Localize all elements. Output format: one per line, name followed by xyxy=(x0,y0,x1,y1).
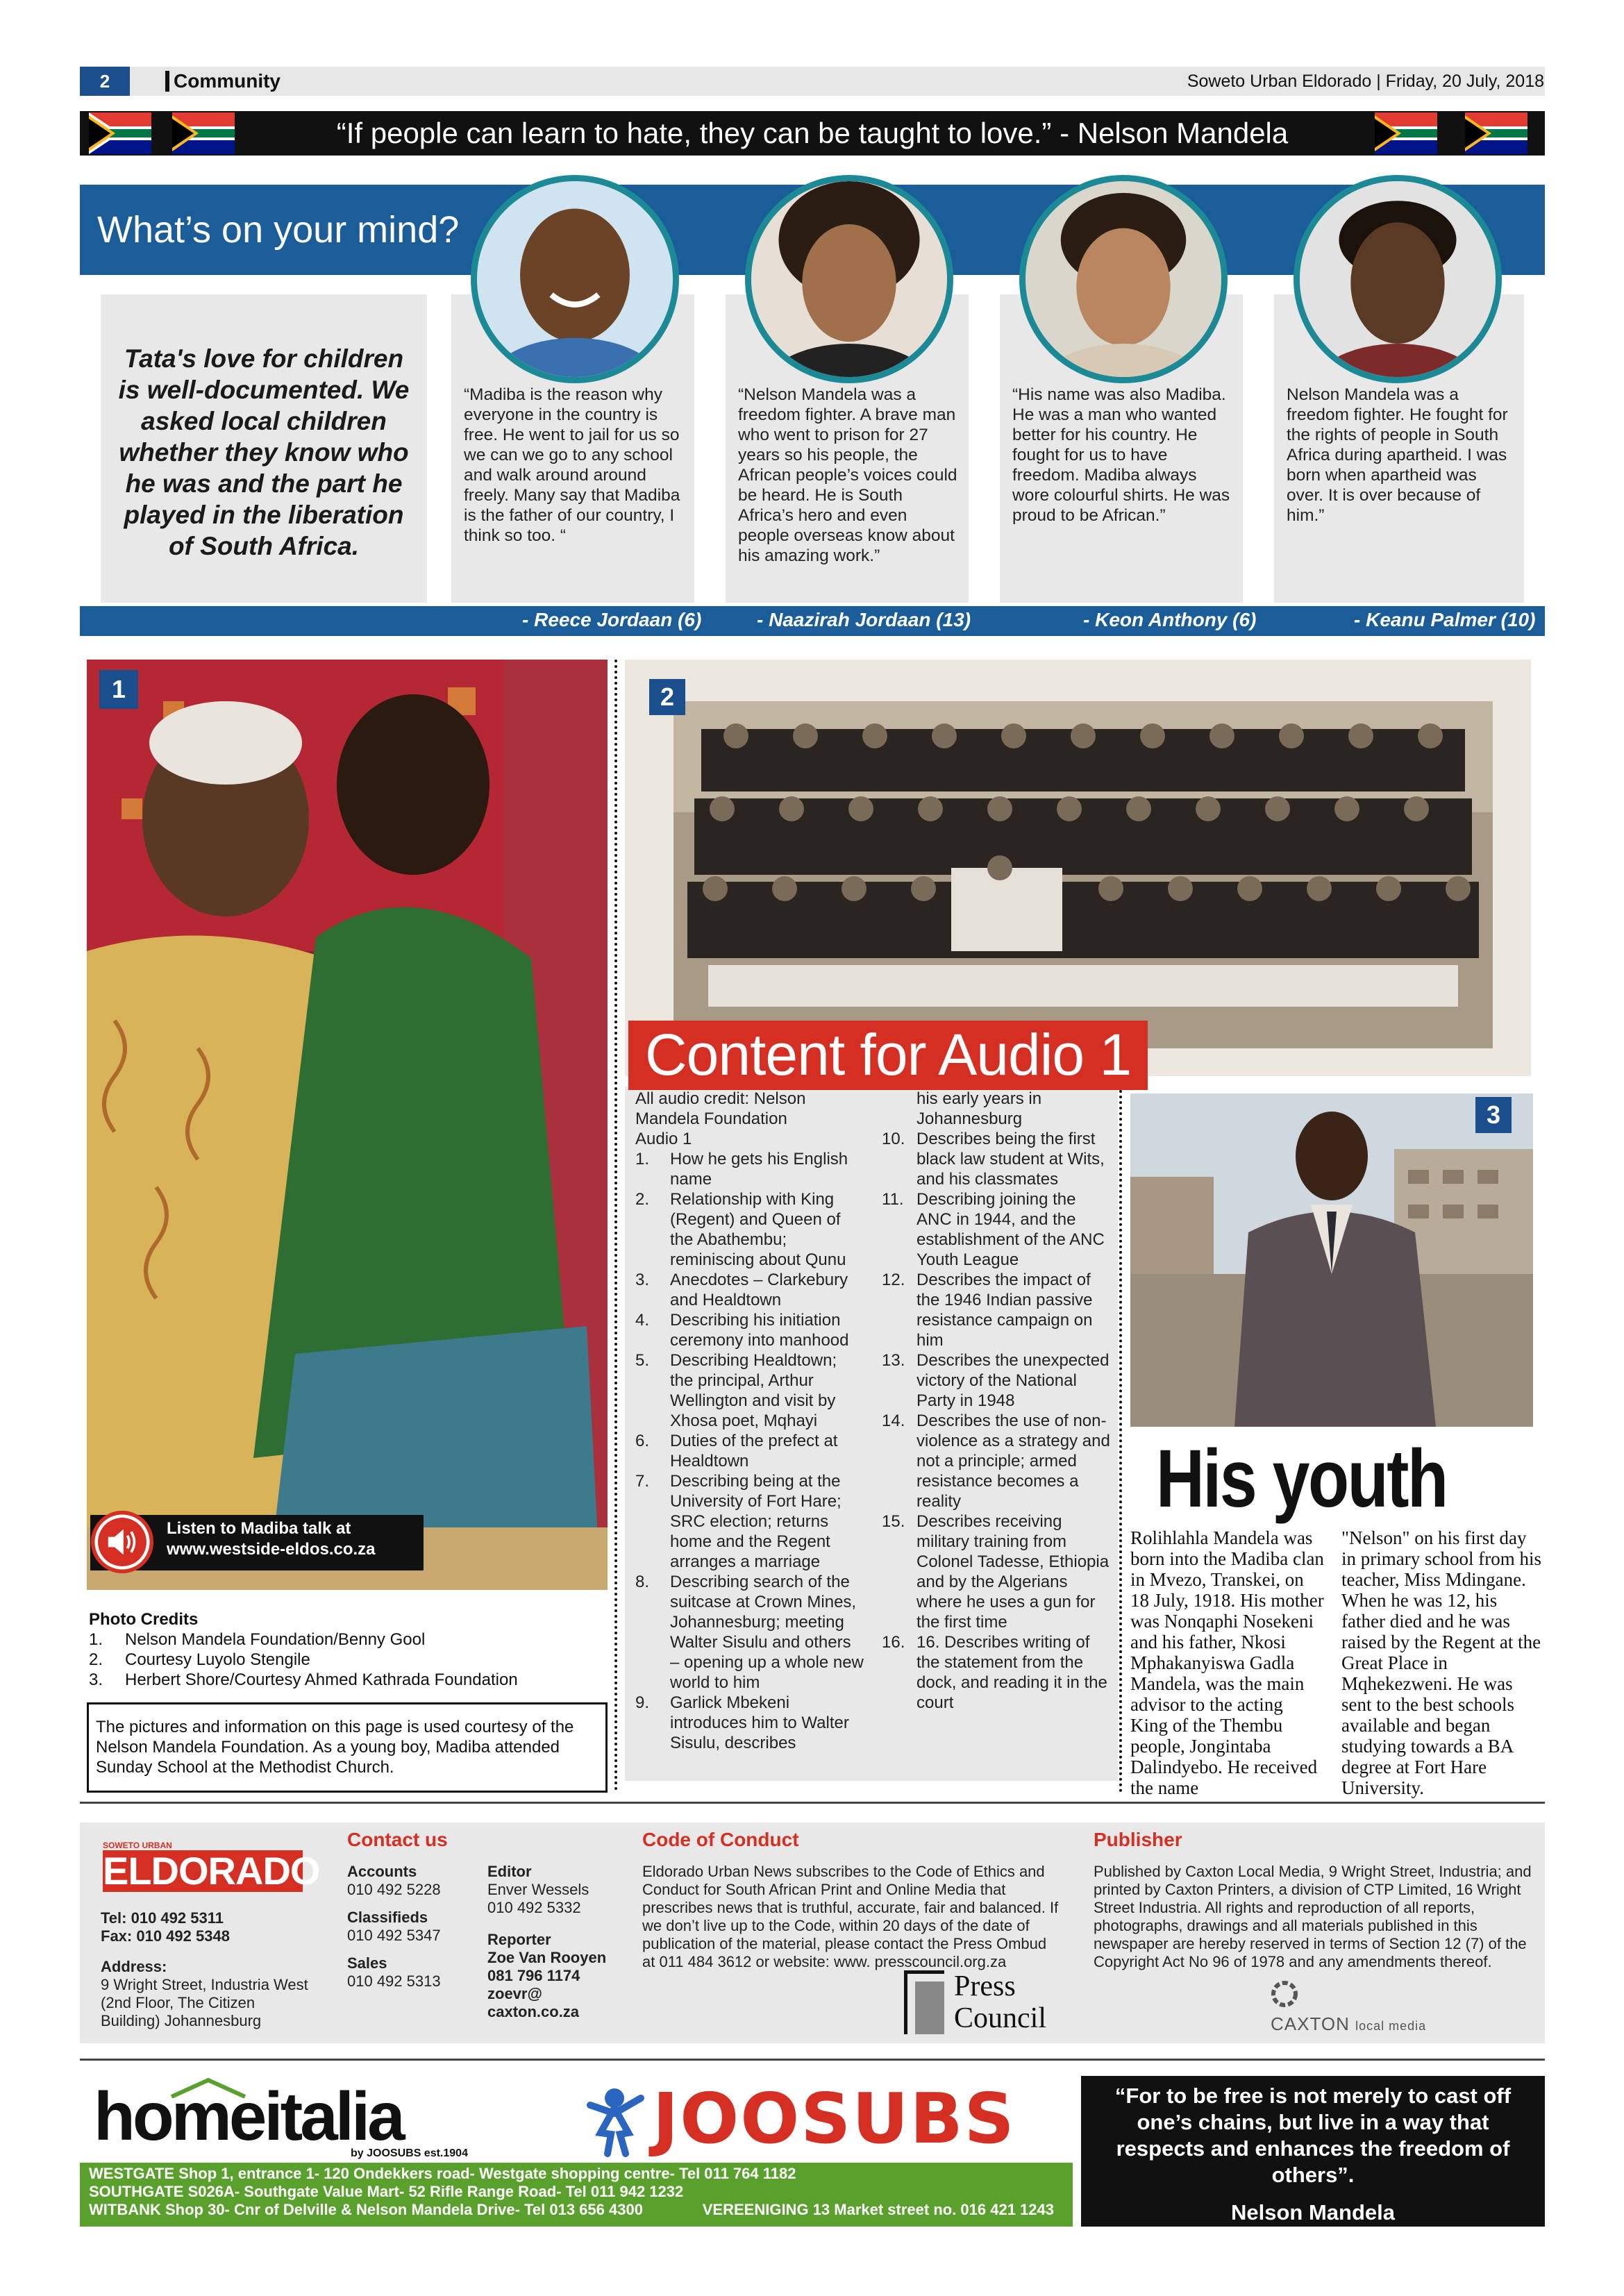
fax: Fax: 010 492 5348 xyxy=(101,1927,230,1945)
audio-item xyxy=(882,1270,1114,1350)
header-quote: “If people can learn to hate, they can be taught to love.” - Nelson Mandela xyxy=(336,117,1289,149)
address-line: SOUTHGATE S026A- Southgate Value Mart- 52 Rifle Range Road- Tel 011 942 1232 xyxy=(89,2183,684,2200)
closing-quote-author: Nelson Mandela xyxy=(1231,2200,1395,2224)
mascot-icon xyxy=(580,2084,649,2157)
classifieds-number: 010 492 5347 xyxy=(347,1927,441,1944)
reporter: Zoe Van Rooyen 081 796 1174 zoevr@ caxton.co.za xyxy=(487,1949,607,2020)
credit-number: 1. xyxy=(89,1630,103,1649)
contact-numbers xyxy=(101,1909,309,1945)
accounts-label: Accounts xyxy=(347,1863,417,1880)
credit-text: Courtesy Luyolo Stengile xyxy=(125,1650,310,1669)
item-number: 2. xyxy=(635,1190,650,1209)
caxton-name: CAXTON xyxy=(1271,2013,1350,2034)
item-number: 15. xyxy=(882,1512,905,1531)
audio-credit: All audio credit: Nelson Mandela Foundation xyxy=(635,1089,806,1128)
child-quote: “His name was also Madiba. He was a man who wanted better for his country. He fought for us to have freedom. Madiba always wore colourful shirts. He was proud to be African.” xyxy=(1000,294,1243,605)
item-text: Describes being the first black law student at Wits, and his classmates xyxy=(916,1130,1105,1189)
audio-item xyxy=(635,1572,864,1693)
editor-label: Editor xyxy=(487,1863,532,1880)
council-word: Council xyxy=(954,2002,1046,2034)
audio-item xyxy=(882,1350,1114,1411)
credit-number: 2. xyxy=(89,1650,103,1669)
classifieds-label: Classifieds xyxy=(347,1909,428,1926)
press-word: Press xyxy=(954,1970,1016,2002)
item-number: 6. xyxy=(635,1432,650,1450)
address-block xyxy=(101,1958,316,2030)
child-portrait xyxy=(745,175,953,383)
south-africa-flag-icon xyxy=(165,112,242,154)
item-text: Garlick Mbekeni introduces him to Walter Sisulu, describes xyxy=(670,1693,849,1752)
item-number: 1. xyxy=(635,1150,650,1168)
audio-item xyxy=(882,1632,1114,1713)
credit-item xyxy=(89,1629,518,1650)
item-number: 16. xyxy=(882,1633,905,1652)
youth-column-1: Rolihlahla Mandela was born into the Madiba clan in Mvezo, Transkei, on 18 July, 1918. His mother was Nonqaphi Nosekeni and his father, Nkosi Mphakanyiswa Gadla Mandela, was the main advisor to the acting King of the Thembu people, Jongintaba Dalindyebo. He received the name xyxy=(1130,1527,1324,1798)
address-text: VEREENIGING 13 Market street no. 016 421 1243 xyxy=(702,2201,1054,2218)
footer-rule xyxy=(80,2059,1545,2061)
audio-subtitle: Audio 1 xyxy=(635,1130,692,1148)
closing-quote: “For to be free is not merely to cast off one’s chains, but live in a way that respects and enhances the freedom of others”. xyxy=(1114,2084,1512,2187)
audio-title: Content for Audio 1 xyxy=(628,1021,1148,1090)
child-name: - Keanu Palmer (10) xyxy=(1354,609,1536,630)
item-number: 8. xyxy=(635,1573,650,1591)
section-marker xyxy=(165,71,169,92)
item-number: 4. xyxy=(635,1311,650,1330)
staff-block xyxy=(487,1863,612,2021)
child-portrait xyxy=(1294,175,1502,383)
credit-text: Herbert Shore/Courtesy Ahmed Kathrada Foundation xyxy=(125,1670,518,1689)
mind-intro: Tata's love for children is well-documented. We asked local children whether they know who he was and the part he played in the liberation of South Africa. xyxy=(101,294,427,605)
address-line xyxy=(89,2201,1068,2219)
address: 9 Wright Street, Industria West (2nd Floor, The Citizen Building) Johannesburg xyxy=(101,1976,308,2029)
credits-title: Photo Credits xyxy=(89,1610,199,1629)
item-number: 10. xyxy=(882,1130,905,1148)
audio-list-right xyxy=(882,1089,1114,1713)
sales-number: 010 492 5313 xyxy=(347,1972,441,1990)
item-text: Describes the use of non-violence as a strategy and not a principle; armed resistance becomes a reality xyxy=(916,1411,1110,1511)
photo-number-badge: 3 xyxy=(1475,1097,1512,1133)
item-text: Describes receiving military training from Colonel Tadesse, Ethiopia and by the Algerians where he uses a gun for the first time xyxy=(916,1512,1110,1632)
audio-item xyxy=(882,1411,1114,1511)
item-text: Describes the impact of the 1946 Indian passive resistance campaign on him xyxy=(916,1271,1093,1350)
item-text: Describing being at the University of Fort Hare; SRC election; returns home and the Regent arranges a marriage xyxy=(670,1472,842,1571)
photo-school-group xyxy=(625,660,1531,1076)
audio-item xyxy=(635,1189,864,1270)
publication-info: Soweto Urban Eldorado | Friday, 20 July, 2018 xyxy=(1187,72,1544,91)
listen-text[interactable]: Listen to Madiba talk at www.westside-eldos.co.za xyxy=(167,1519,376,1559)
press-council-logo xyxy=(904,1970,1064,2036)
south-africa-flag-icon xyxy=(82,112,158,154)
column-divider xyxy=(1119,1090,1122,1793)
audio-item xyxy=(635,1471,864,1572)
child-quote: “Nelson Mandela was a freedom fighter. A brave man who went to prison for 27 years so his people, the African people’s voices could be heard. He is South Africa’s hero and even people overseas know about his amazing work.” xyxy=(726,294,969,605)
press-council-text xyxy=(954,1970,1046,2034)
caxton-logo xyxy=(1271,2013,1426,2035)
editor: Enver Wessels 010 492 5332 xyxy=(487,1881,589,1916)
audio-item xyxy=(635,1270,864,1310)
tel: Tel: 010 492 5311 xyxy=(101,1909,224,1927)
item-text: How he gets his English name xyxy=(670,1150,848,1189)
audio-item xyxy=(882,1511,1114,1632)
credit-number: 3. xyxy=(89,1670,103,1689)
child-name: - Keon Anthony (6) xyxy=(1083,609,1257,630)
photo-credits xyxy=(89,1609,518,1690)
homeitalia-logo[interactable]: homeitalia xyxy=(94,2078,403,2154)
youth-title: His youth xyxy=(1156,1433,1447,1525)
column-divider xyxy=(614,660,617,1791)
item-text: Duties of the prefect at Healdtown xyxy=(670,1432,838,1470)
south-africa-flag-icon xyxy=(1458,112,1534,154)
item-text: Describing his initiation ceremony into manhood xyxy=(670,1311,849,1350)
courtesy-note: The pictures and information on this page is used courtesy of the Nelson Mandela Foundation. As a young boy, Madiba attended Sunday School at the Methodist Church. xyxy=(87,1702,608,1793)
photo-number-badge: 2 xyxy=(649,679,685,715)
item-number: 12. xyxy=(882,1271,905,1289)
contact-title: Contact us xyxy=(347,1829,448,1850)
caxton-icon xyxy=(1271,1980,1298,2008)
audio-item xyxy=(882,1129,1114,1189)
item-text: 16. Describes writing of the statement from the dock, and reading it in the court xyxy=(916,1633,1107,1712)
code-title: Code of Conduct xyxy=(642,1829,799,1850)
audio-item xyxy=(635,1350,864,1431)
homeitalia-by: by JOOSUBS est.1904 xyxy=(351,2147,468,2159)
item-number: 5. xyxy=(635,1351,650,1370)
child-portrait xyxy=(1019,175,1228,383)
contact-block xyxy=(347,1863,479,1991)
audio-continued: his early years in Johannesburg xyxy=(916,1089,1042,1128)
south-africa-flag-icon xyxy=(1368,112,1444,154)
item-text: Anecdotes – Clarkebury and Healdtown xyxy=(670,1271,848,1309)
item-number: 13. xyxy=(882,1351,905,1370)
item-text: Describes the unexpected victory of the National Party in 1948 xyxy=(916,1351,1110,1410)
photo-number-badge: 1 xyxy=(99,670,138,709)
advert-addresses xyxy=(89,2165,1068,2219)
audio-item xyxy=(635,1431,864,1471)
section-title: Community xyxy=(174,70,281,92)
credit-item xyxy=(89,1670,518,1690)
accounts-number: 010 492 5228 xyxy=(347,1881,441,1898)
eldorado-logo: ELDORADO xyxy=(103,1849,320,1893)
speaker-icon[interactable] xyxy=(90,1510,154,1574)
audio-item xyxy=(635,1310,864,1350)
publisher-title: Publisher xyxy=(1094,1829,1182,1850)
address-text: WITBANK Shop 30- Cnr of Delville & Nelson Mandela Drive- Tel 013 656 4300 xyxy=(89,2201,643,2218)
footer-rule xyxy=(80,1802,1545,1804)
youth-column-2: "Nelson" on his first day in primary school from his teacher, Miss Mdingane. When he was 12, his father died and he was raised by the Regent at the Great Place in Mqhekezweni. He was sent to the best schools available and began studying towards a BA degree at Fort Hare University. xyxy=(1341,1527,1541,1798)
child-name: - Naazirah Jordaan (13) xyxy=(757,609,971,630)
closing-quote-box xyxy=(1081,2076,1545,2227)
audio-item xyxy=(635,1693,864,1753)
item-text: Describing search of the suitcase at Crown Mines, Johannesburg; meeting Walter Sisulu and others – opening up a whole new world to him xyxy=(670,1573,864,1692)
address-line: WESTGATE Shop 1, entrance 1- 120 Ondekkers road- Westgate shopping centre- Tel 011 764 1182 xyxy=(89,2165,796,2182)
joosubs-logo[interactable]: JOOSUBS xyxy=(653,2078,1016,2159)
roof-icon xyxy=(170,2077,246,2098)
reporter-label: Reporter xyxy=(487,1931,551,1948)
item-number: 11. xyxy=(882,1190,904,1209)
press-council-mark xyxy=(915,1981,944,2034)
page-number: 2 xyxy=(80,67,130,96)
address-label: Address: xyxy=(101,1958,167,1975)
audio-list-left xyxy=(635,1089,864,1753)
item-number: 14. xyxy=(882,1411,905,1430)
photo-mandela-with-child xyxy=(87,660,608,1590)
caxton-sub: local media xyxy=(1355,2019,1427,2033)
child-name: - Reece Jordaan (6) xyxy=(522,609,702,630)
sales-label: Sales xyxy=(347,1954,387,1972)
item-number: 7. xyxy=(635,1472,650,1491)
mind-title: What’s on your mind? xyxy=(97,209,460,251)
photo-young-mandela xyxy=(1130,1093,1533,1427)
item-number: 3. xyxy=(635,1271,650,1289)
item-text: Describing Healdtown; the principal, Arthur Wellington and visit by Xhosa poet, Mqhayi xyxy=(670,1351,837,1430)
item-text: Describing joining the ANC in 1944, and the establishment of the ANC Youth League xyxy=(916,1190,1105,1269)
credit-item xyxy=(89,1650,518,1670)
code-text: Eldorado Urban News subscribes to the Code of Ethics and Conduct for South African Print and Online Media that prescribes news that is truthful, accurate, fair and balanced. If we don’t live up to the Code, within 20 days of the date of publication of the material, please contact the Press Ombud at 011 484 3612 or website: www. presscouncil.org.za xyxy=(642,1863,1059,1970)
audio-item xyxy=(635,1149,864,1189)
child-portrait xyxy=(471,175,679,383)
audio-item xyxy=(882,1189,1114,1270)
child-quote: “Madiba is the reason why everyone in the country is free. He went to jail for us so we can we go to any school and walk around around freely. Many say that Madiba is the father of our country, I think so too. “ xyxy=(451,294,694,605)
credit-text: Nelson Mandela Foundation/Benny Gool xyxy=(125,1630,426,1649)
child-quote: Nelson Mandela was a freedom fighter. He fought for the rights of people in South Africa during apartheid. I was born when apartheid was over. It is over because of him.” xyxy=(1274,294,1524,605)
item-text: Relationship with King (Regent) and Queen of the Abathembu; reminiscing about Qunu xyxy=(670,1190,846,1269)
publisher-text: Published by Caxton Local Media, 9 Wright Street, Industria; and printed by Caxton Printers, a division of CTP Limited, 16 Wright Street Industria. All rights and reproduction of all reports, photographs, drawings and all materials published in this newspaper are hereby reserved in terms of Section 12 (7) of the Copyright Act No 96 of 1978 and any amendments thereof. xyxy=(1094,1863,1532,1970)
item-number: 9. xyxy=(635,1693,650,1712)
logo-top-text: SOWETO URBAN xyxy=(103,1841,172,1850)
